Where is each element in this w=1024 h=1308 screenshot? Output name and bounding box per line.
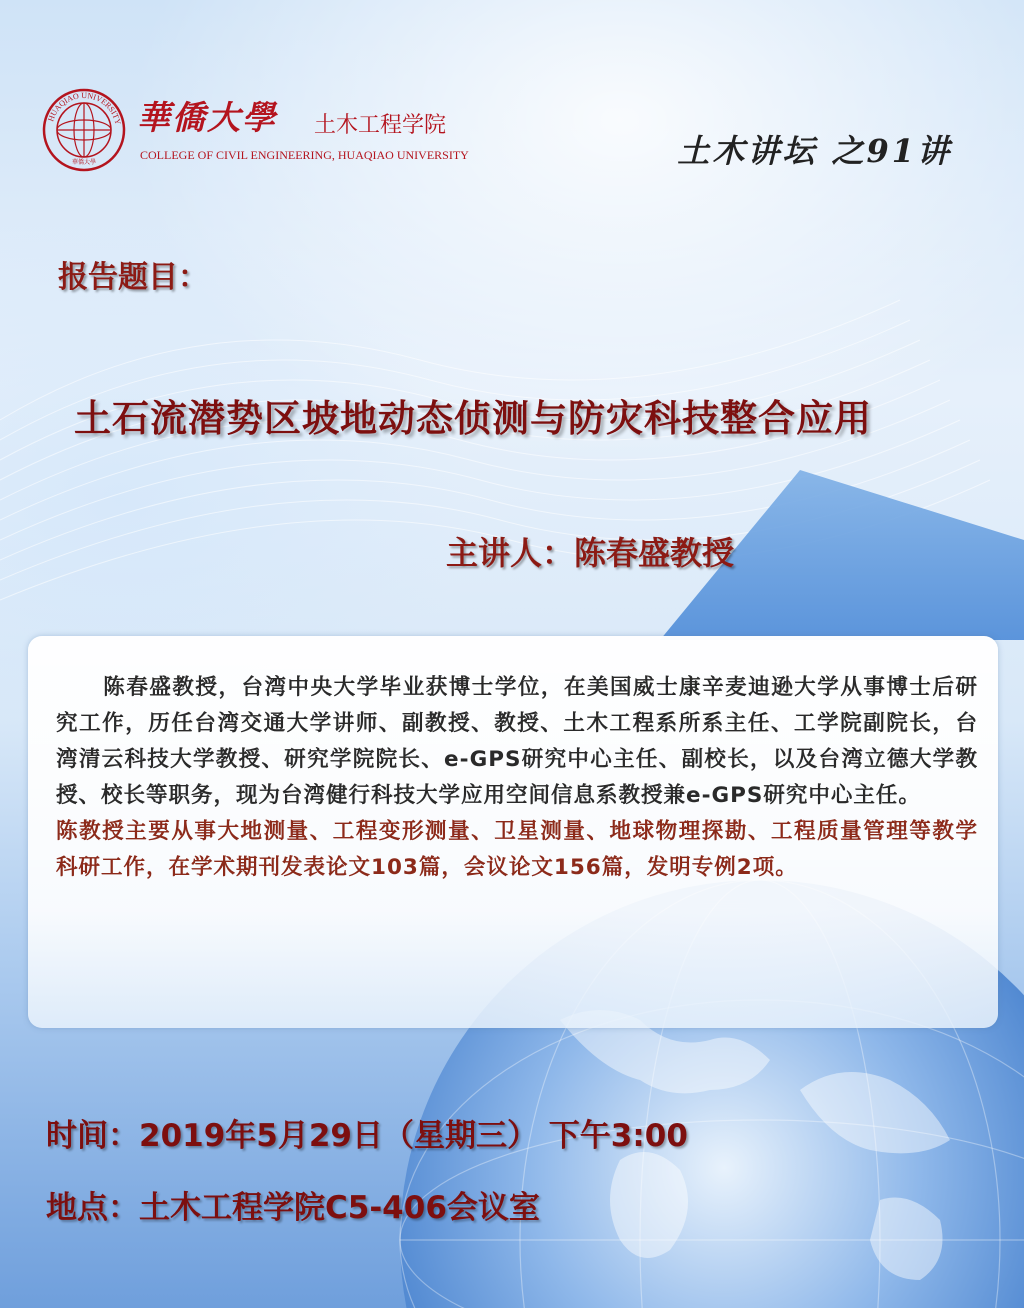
university-seal-icon: [42, 88, 126, 172]
lecture-place: 地点：土木工程学院C5-406会议室: [46, 1190, 540, 1226]
department-name-en: COLLEGE OF CIVIL ENGINEERING, HUAQIAO UNIVERSITY: [140, 148, 469, 162]
bio-paragraph-1: 陈春盛教授，台湾中央大学毕业获博士学位，在美国威士康辛麦迪逊大学从事博士后研究工作，历任台湾交通大学讲师、副教授、教授、土木工程系所系主任、工学院副院长，台湾清云科技大学教授、研究学院院长、e-GPS研究中心主任、副校长，以及台湾立德大学教授、校长等职务，现为台湾健行科技大学应用空间信息系教授兼e-GPS研究中心主任。: [56, 675, 978, 808]
bio-panel: [28, 636, 998, 1028]
speaker: 主讲人：陈春盛教授: [446, 534, 735, 572]
bio-text: [56, 670, 978, 886]
university-name-cn: 華僑大學: [137, 98, 277, 137]
lecture-time: 时间：2019年5月29日（星期三） 下午3:00: [46, 1118, 688, 1154]
lecture-series: 土木讲坛 之91讲: [677, 132, 952, 170]
seal-inner-text: 華僑大學: [71, 159, 97, 166]
lecture-title: 土石流潜势区坡地动态侦测与防灾科技整合应用: [74, 397, 872, 440]
seal-text: HUAQIAO UNIVERSITY: [46, 90, 123, 126]
department-name: 土木工程学院: [314, 113, 447, 138]
bio-paragraph-2: 陈教授主要从事大地测量、工程变形测量、卫星测量、地球物理探勘、工程质量管理等教学科研工作，在学术期刊发表论文103篇，会议论文156篇，发明专例2项。: [56, 819, 978, 880]
topic-label: 报告题目：: [58, 260, 208, 295]
